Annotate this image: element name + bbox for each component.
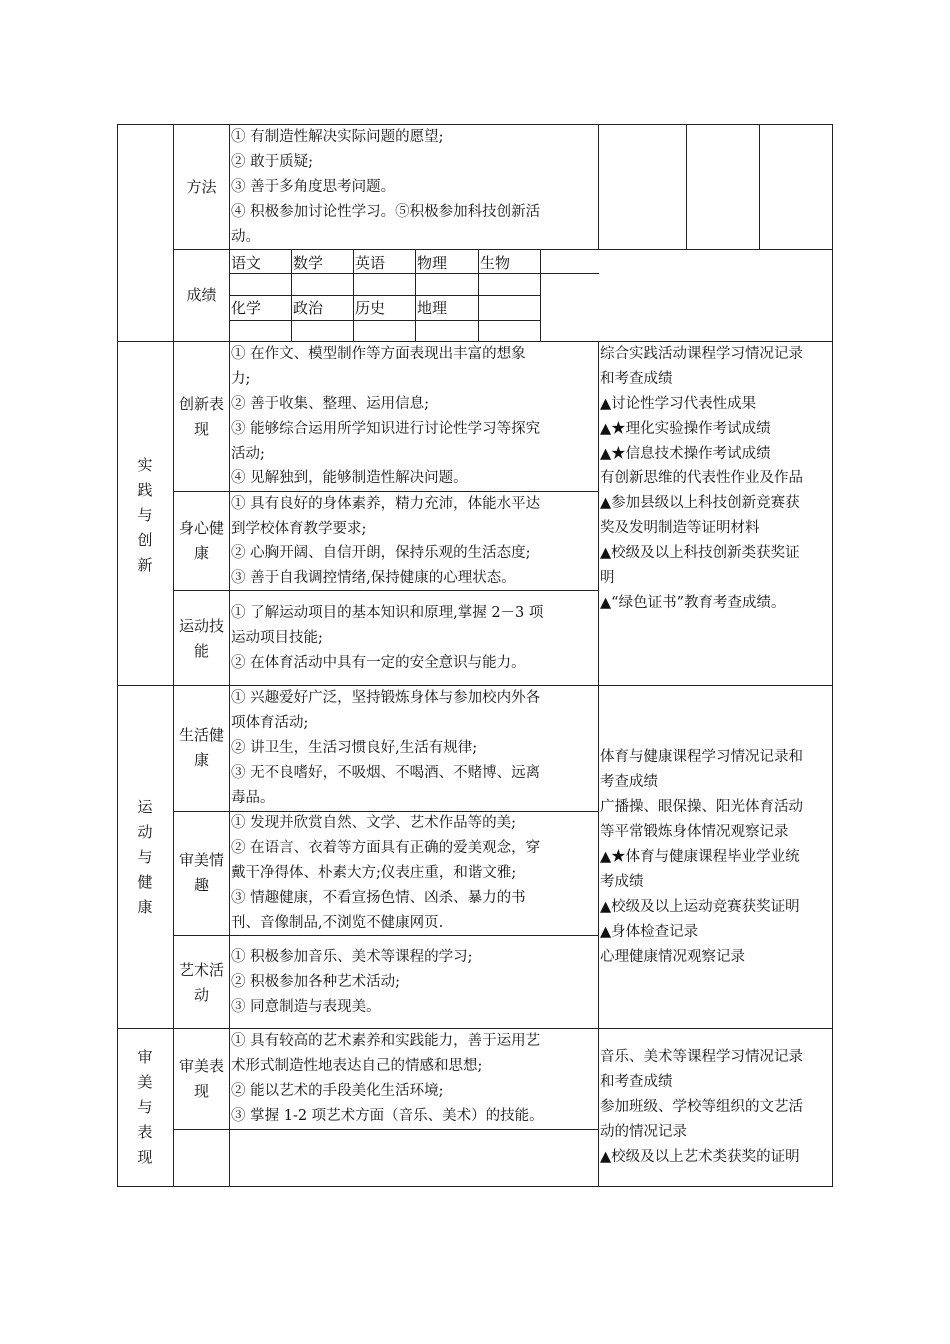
column-divider: [686, 124, 687, 250]
practice-record-line: ▲“绿色证书”教育考查成绩。: [600, 595, 786, 611]
subject-cell: 政治: [293, 299, 324, 317]
row-label-sports-skill: 运动技: [178, 617, 224, 635]
category-char: 动: [137, 823, 153, 841]
method-line: ③ 善于多角度思考问题。: [231, 179, 396, 195]
column-divider: [759, 124, 760, 250]
row-divider: [173, 1129, 599, 1130]
practice-record-line: ▲校级及以上科技创新类获奖证: [600, 545, 800, 561]
category-char: 创: [137, 531, 153, 549]
practice-record-line: 明: [600, 570, 615, 586]
column-divider: [229, 124, 230, 1187]
row-label-aesthetic-interest: 趣: [193, 876, 209, 894]
sports-skill-line: 运动项目技能;: [231, 630, 323, 646]
innovation-line: 活动;: [231, 446, 265, 462]
subject-cell: 化学: [231, 299, 262, 317]
subject-cell: 生物: [480, 254, 511, 272]
category-char: 与: [137, 848, 153, 866]
grade-grid-line: [229, 273, 599, 274]
art-record-line: 动的情况记录: [600, 1124, 687, 1140]
grade-grid-line: [478, 249, 479, 341]
practice-record-line: ▲讨论性学习代表性成果: [600, 396, 757, 412]
grade-grid-line: [229, 295, 541, 296]
healthy-life-line: 项体育活动;: [231, 715, 309, 731]
art-record-line: 和考查成绩: [600, 1074, 673, 1090]
practice-record-line: ▲★理化实验操作考试成绩: [600, 421, 771, 437]
practice-record-line: 有创新思维的代表性作业及作品: [600, 470, 803, 486]
category-char: 践: [137, 481, 153, 499]
sports-skill-line: ② 在体育活动中具有一定的安全意识与能力。: [231, 655, 526, 671]
grade-grid-line: [229, 320, 541, 321]
row-divider: [173, 249, 833, 250]
practice-record-line: ▲参加县级以上科技创新竞赛获: [600, 495, 800, 511]
sports-record-line: 心理健康情况观察记录: [600, 949, 745, 965]
art-activity-line: ② 积极参加各种艺术活动;: [231, 974, 400, 990]
healthy-life-line: ① 兴趣爱好广泛，坚持锻炼身体与参加校内外各: [231, 690, 541, 706]
row-label-innovation: 创新表: [178, 395, 224, 413]
aesthetic-expression-line: ① 具有较高的艺术素养和实践能力，善于运用艺: [231, 1033, 541, 1049]
row-label-aesthetic-expression: 现: [193, 1082, 209, 1100]
category-char: 现: [137, 1148, 153, 1166]
art-activity-line: ① 积极参加音乐、美术等课程的学习;: [231, 949, 473, 965]
sports-record-line: 考查成绩: [600, 774, 658, 790]
category-char: 运: [137, 798, 153, 816]
grade-grid-line: [353, 249, 354, 341]
physical-mental-line: 到学校体育教学要求;: [231, 521, 367, 537]
subject-cell: 英语: [355, 254, 386, 272]
method-line: ④ 积极参加讨论性学习。⑤积极参加科技创新活: [231, 204, 541, 220]
sports-record-line: 考成绩: [600, 874, 644, 890]
category-char: 表: [137, 1123, 153, 1141]
aesthetic-interest-line: 戴干净得体、朴素大方;仪表庄重，和谐文雅;: [231, 865, 517, 881]
aesthetic-interest-line: ③ 情趣健康，不看宣扬色情、凶杀、暴力的书: [231, 890, 526, 906]
method-line: ① 有制造性解决实际问题的愿望;: [231, 129, 444, 145]
healthy-life-line: ③ 无不良嗜好，不吸烟、不喝酒、不赌博、远离: [231, 765, 541, 781]
row-label-art-activity: 艺术活: [178, 961, 224, 979]
category-char: 康: [137, 898, 153, 916]
art-record-line: 参加班级、学校等组织的文艺活: [600, 1099, 803, 1115]
row-label-aesthetic-expression: 审美表: [178, 1057, 224, 1075]
row-label-healthy-life: 康: [193, 751, 209, 769]
sports-record-line: 等平常锻炼身体情况观察记录: [600, 824, 789, 840]
grade-grid-line: [291, 249, 292, 341]
art-activity-line: ③ 同意制造与表现美。: [231, 999, 381, 1015]
innovation-line: ④ 见解独到，能够制造性解决问题。: [231, 470, 468, 486]
innovation-line: 力;: [231, 371, 251, 387]
category-char: 与: [137, 506, 153, 524]
category-char: 审: [137, 1048, 153, 1066]
physical-mental-line: ② 心胸开阔、自信开朗，保持乐观的生活态度;: [231, 545, 531, 561]
column-divider: [598, 341, 599, 1187]
sports-record-line: 广播操、眼保操、阳光体育活动: [600, 799, 803, 815]
method-line: 动。: [231, 229, 260, 245]
aesthetic-expression-line: ② 能以艺术的手段美化生活环境;: [231, 1083, 444, 1099]
subject-cell: 数学: [293, 254, 324, 272]
category-char: 健: [137, 873, 153, 891]
row-label-art-activity: 动: [193, 986, 209, 1004]
physical-mental-line: ① 具有良好的身体素养，精力充沛，体能水平达: [231, 496, 541, 512]
practice-record-line: 综合实践活动课程学习情况记录: [600, 346, 803, 362]
row-label-aesthetic-interest: 审美情: [178, 851, 224, 869]
aesthetic-expression-line: 术形式制造性地表达自己的情感和思想;: [231, 1058, 483, 1074]
subject-cell: 地理: [417, 299, 448, 317]
sports-record-line: ▲身体检查记录: [600, 924, 699, 940]
row-label-sports-skill: 能: [193, 642, 209, 660]
subject-cell: 历史: [355, 299, 386, 317]
practice-record-line: ▲★信息技术操作考试成绩: [600, 446, 771, 462]
category-char: 实: [137, 456, 153, 474]
practice-record-line: 和考查成绩: [600, 371, 673, 387]
table-right-border: [832, 124, 833, 1187]
row-label-physical-mental: 康: [193, 544, 209, 562]
table-left-border: [117, 124, 118, 1187]
sports-record-line: ▲校级及以上运动竞赛获奖证明: [600, 899, 800, 915]
innovation-line: ② 善于收集、整理、运用信息;: [231, 396, 429, 412]
innovation-line: ① 在作文、模型制作等方面表现出丰富的想象: [231, 346, 526, 362]
healthy-life-line: 毒品。: [231, 790, 275, 806]
row-label-healthy-life: 生活健: [178, 726, 224, 744]
subject-cell: 物理: [417, 254, 448, 272]
category-char: 美: [137, 1073, 153, 1091]
practice-record-line: 奖及发明制造等证明材料: [600, 520, 760, 536]
sports-record-line: ▲★体育与健康课程毕业学业统: [600, 849, 800, 865]
healthy-life-line: ② 讲卫生，生活习惯良好,生活有规律;: [231, 740, 478, 756]
method-line: ② 敢于质疑;: [231, 154, 313, 170]
physical-mental-line: ③ 善于自我调控情绪,保持健康的心理状态。: [231, 570, 516, 586]
category-char: 新: [137, 556, 153, 574]
category-char: 与: [137, 1098, 153, 1116]
row-label-method: 方法: [186, 178, 217, 196]
row-label-physical-mental: 身心健: [178, 519, 224, 537]
aesthetic-interest-line: 刊、音像制品,不浏览不健康网页.: [231, 915, 444, 931]
row-label-innovation: 现: [193, 420, 209, 438]
aesthetic-interest-line: ① 发现并欣赏自然、文学、艺术作品等的美;: [231, 815, 516, 831]
aesthetic-expression-line: ③ 掌握 1-2 项艺术方面（音乐、美术）的技能。: [231, 1108, 544, 1124]
row-label-grades: 成绩: [186, 286, 217, 304]
art-record-line: 音乐、美术等课程学习情况记录: [600, 1049, 803, 1065]
table-bottom-border: [117, 1186, 833, 1187]
sports-skill-line: ① 了解运动项目的基本知识和原理,掌握 2－3 项: [231, 605, 544, 621]
table-top-border: [117, 124, 833, 125]
art-record-line: ▲校级及以上艺术类获奖的证明: [600, 1149, 800, 1165]
subject-cell: 语文: [231, 254, 262, 272]
grade-grid-line: [415, 249, 416, 341]
column-divider: [598, 124, 599, 250]
sports-record-line: 体育与健康课程学习情况记录和: [600, 749, 803, 765]
aesthetic-interest-line: ② 在语言、衣着等方面具有正确的爱美观念，穿: [231, 840, 541, 856]
innovation-line: ③ 能够综合运用所学知识进行讨论性学习等探究: [231, 421, 541, 437]
grade-grid-line: [540, 249, 541, 341]
